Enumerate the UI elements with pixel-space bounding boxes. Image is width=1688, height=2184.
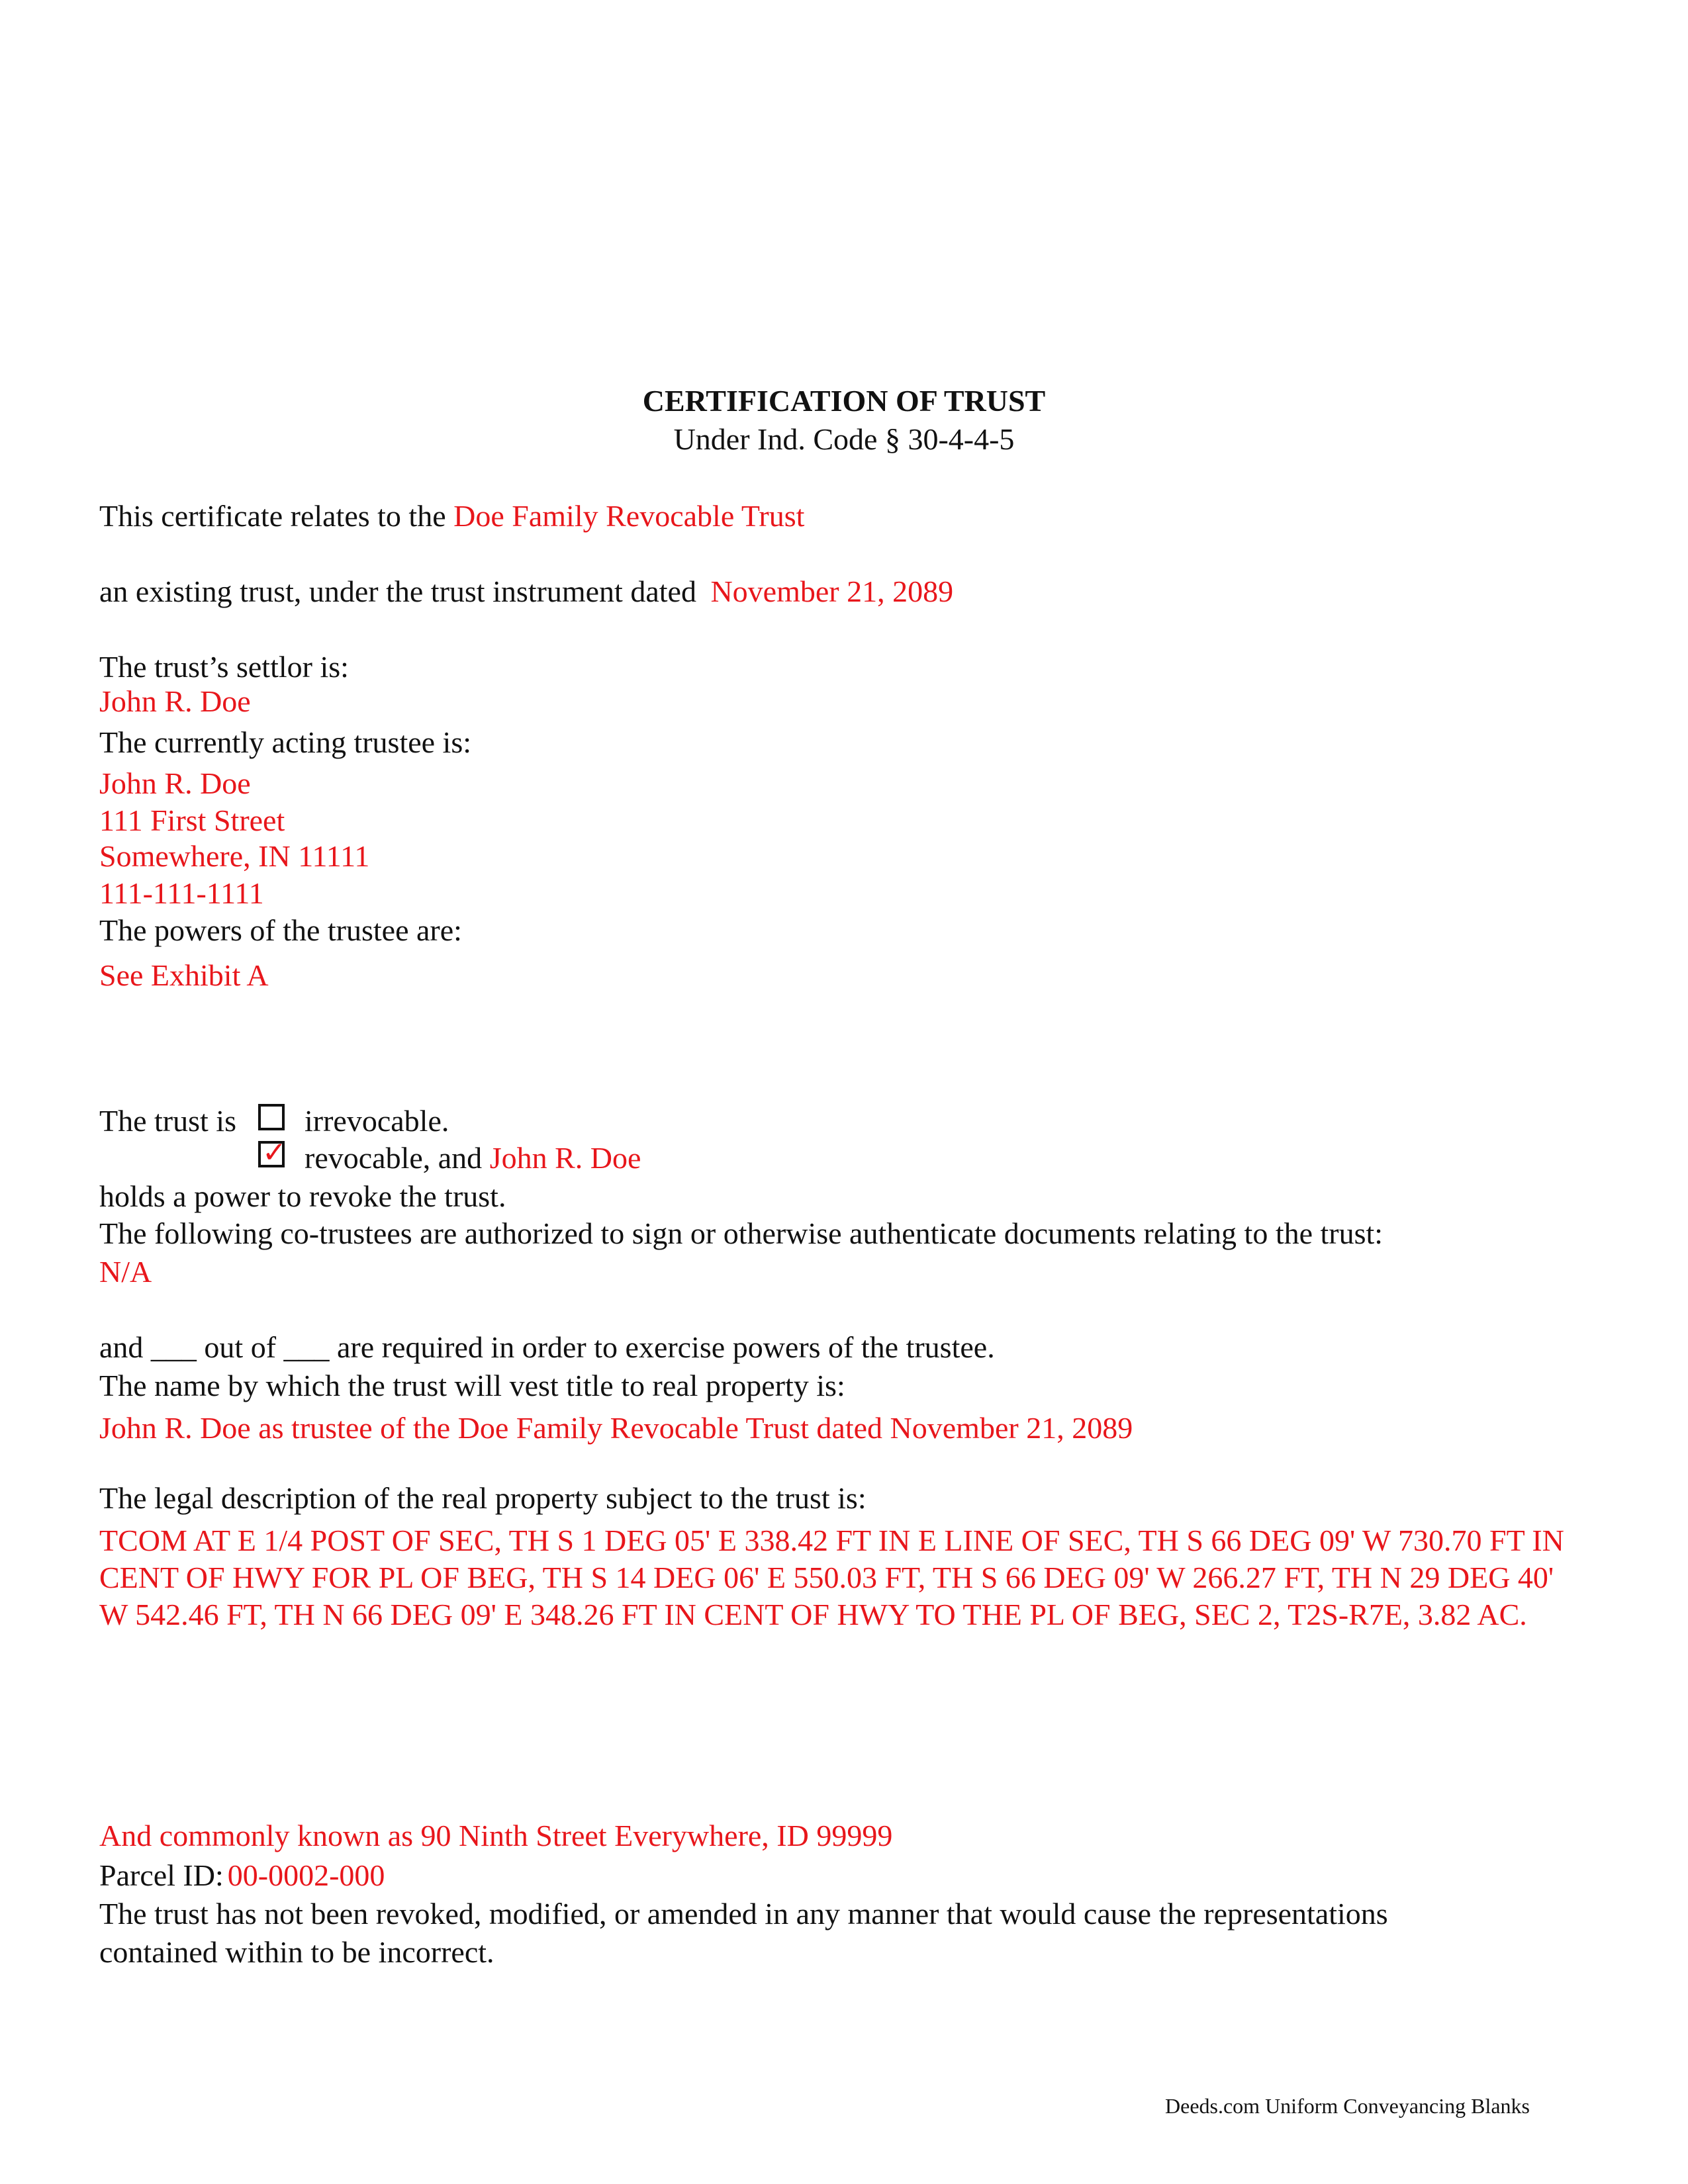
revocable-label: revocable, and — [305, 1141, 483, 1175]
footer-text: Deeds.com Uniform Conveyancing Blanks — [1165, 2094, 1530, 2118]
cotrustees-field: N/A — [99, 1255, 152, 1289]
vest-label: The name by which the trust will vest title to real property is: — [99, 1369, 845, 1402]
revocable-checkbox[interactable] — [258, 1136, 287, 1169]
settlor-label: The trust’s settlor is: — [99, 650, 349, 684]
vest-field: John R. Doe as trustee of the Doe Family Revocable Trust dated November 21, 2089 — [99, 1411, 1133, 1445]
parcel-line — [99, 1857, 385, 1894]
irrevocable-label: irrevocable. — [305, 1104, 449, 1138]
checkmark-icon: ✓ — [262, 1136, 287, 1169]
trust-name-field: Doe Family Revocable Trust — [453, 499, 805, 533]
intro-label: This certificate relates to the — [99, 499, 446, 533]
existing-label: an existing trust, under the trust instrument dated — [99, 574, 696, 608]
revocable-line — [305, 1140, 641, 1177]
cotrustees-label: The following co-trustees are authorized to sign or otherwise authenticate documents relating to the trust: — [99, 1216, 1383, 1250]
existing-line — [99, 573, 953, 610]
trustee-name-field: John R. Doe — [99, 766, 251, 800]
trustee-city-field: Somewhere, IN 11111 — [99, 839, 370, 873]
not-revoked-line-2: contained within to be incorrect. — [99, 1935, 494, 1969]
parcel-id-field: 00-0002-000 — [227, 1858, 385, 1892]
required-text: and ___ out of ___ are required in order to exercise powers of the trustee. — [99, 1330, 995, 1364]
settlor-name-field: John R. Doe — [99, 684, 251, 718]
trust-date-field: November 21, 2089 — [710, 574, 954, 608]
not-revoked-line-1: The trust has not been revoked, modified, or amended in any manner that would cause the representations — [99, 1897, 1388, 1931]
commonly-known-field: And commonly known as 90 Ninth Street Everywhere, ID 99999 — [99, 1819, 893, 1852]
irrevocable-checkbox[interactable] — [258, 1104, 285, 1130]
legal-description-field: TCOM AT E 1/4 POST OF SEC, TH S 1 DEG 05' E 338.42 FT IN E LINE OF SEC, TH S 66 DEG 09' W 730.70 FT IN CENT OF HWY FOR PL OF BEG, TH S 14 DEG 06' E 550.03 FT, TH S 66 DEG 09' W 266.27 FT, TH N 29 DEG 40' W 542.46 FT, TH N 66 DEG 09' E 348.26 FT IN CENT OF HWY TO THE PL OF BEG, SEC 2, T2S-R7E, 3.82 AC. — [99, 1524, 1564, 1631]
trustee-label: The currently acting trustee is: — [99, 725, 472, 759]
document-subtitle: Under Ind. Code § 30-4-4-5 — [673, 422, 1015, 456]
trustee-street-field: 111 First Street — [99, 803, 285, 837]
revoke-power-text: holds a power to revoke the trust. — [99, 1179, 506, 1213]
intro-line — [99, 498, 804, 535]
parcel-label: Parcel ID: — [99, 1858, 224, 1892]
legal-label: The legal description of the real property subject to the trust is: — [99, 1481, 867, 1515]
document-title: CERTIFICATION OF TRUST — [642, 384, 1046, 418]
powers-label: The powers of the trustee are: — [99, 913, 462, 947]
revoker-name-field: John R. Doe — [489, 1141, 641, 1175]
powers-field: See Exhibit A — [99, 958, 269, 992]
trust-is-label: The trust is — [99, 1104, 236, 1138]
trustee-phone-field: 111-111-1111 — [99, 876, 264, 910]
